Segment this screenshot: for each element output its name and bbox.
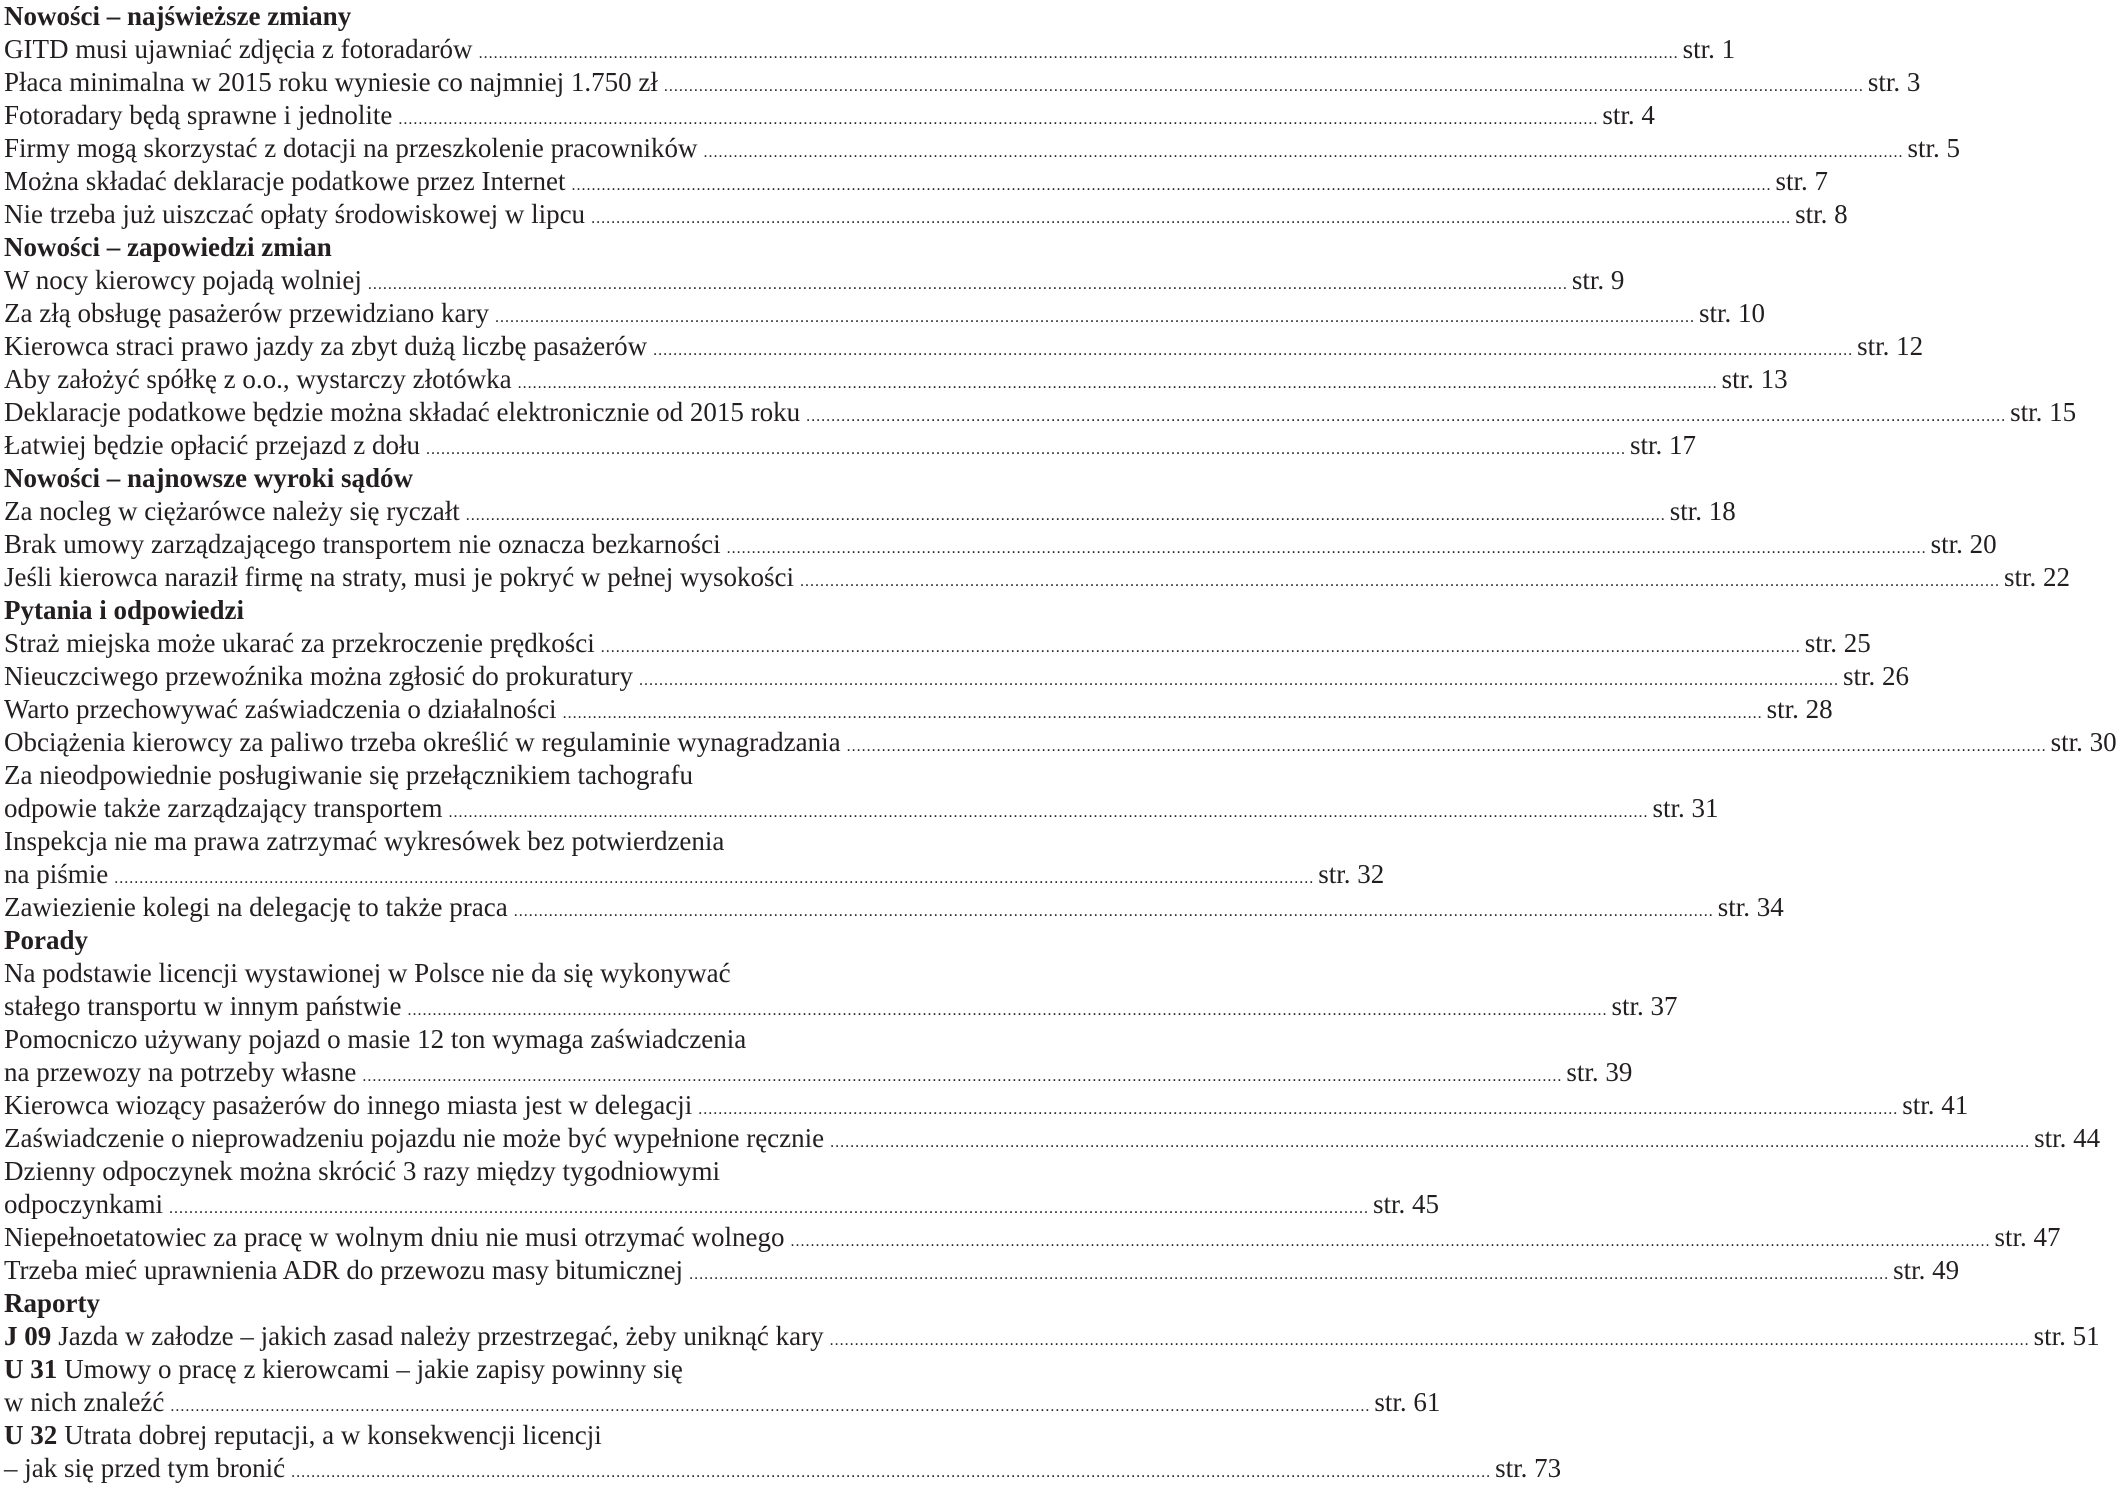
dot-leader [698, 1093, 1898, 1126]
page-number: str. 5 [1907, 133, 1961, 163]
dot-leader [800, 565, 2000, 598]
toc-entry-title [4, 1122, 824, 1155]
toc-entry [4, 33, 1736, 66]
toc-entry-title [4, 165, 565, 198]
section-heading: Nowości – najświeższe zmiany [4, 1, 352, 31]
page-number: str. 22 [2004, 562, 2071, 592]
toc-entry [4, 66, 1921, 99]
toc-entry-first-line [4, 1419, 956, 1452]
toc-entry-title-start: Inspekcja nie ma prawa zatrzymać wykresówek bez potwierdzenia [4, 826, 725, 856]
toc-entry-title-start: Utrata dobrej reputacji, a w konsekwencji licencji [64, 1420, 602, 1450]
dot-leader [479, 37, 1679, 70]
toc-entry [4, 495, 1736, 528]
toc-entry-title-text: Zawiezienie kolegi na delegację to także praca [4, 892, 508, 922]
toc-entry-title [4, 1089, 692, 1122]
page-number: str. 61 [1374, 1387, 1441, 1417]
toc-entry-title-text: Nie trzeba już uiszczać opłaty środowiskowej w lipcu [4, 199, 586, 229]
toc-entry [4, 1089, 1969, 1122]
toc-entry-title [4, 1188, 163, 1221]
toc-entry-title [4, 363, 512, 396]
toc-entry [4, 1221, 2061, 1254]
toc-entry [4, 165, 1828, 198]
page-number: str. 51 [2033, 1321, 2100, 1351]
page-number: str. 28 [1766, 694, 1833, 724]
toc-entry [4, 330, 1924, 363]
dot-leader [806, 400, 2006, 433]
toc-entry-title-text: Niepełnoetatowiec za pracę w wolnym dniu nie musi otrzymać wolnego [4, 1222, 785, 1252]
page-number: str. 9 [1571, 265, 1625, 295]
toc-entry-title-text: Firmy mogą skorzystać z dotacji na przeszkolenie pracowników [4, 133, 698, 163]
toc-entry-title [4, 330, 647, 363]
toc-entry [4, 198, 1848, 231]
toc-entry-first-line [4, 825, 956, 858]
dot-leader [601, 631, 1801, 664]
page-number: str. 3 [1867, 67, 1921, 97]
toc-entry-title-text: Fotoradary będą sprawne i jednolite [4, 100, 393, 130]
page-number: str. 18 [1669, 496, 1736, 526]
toc-entry-title-start: Za nieodpowiednie posługiwanie się przełącznikiem tachografu [4, 760, 693, 790]
toc-entry-title-start: Na podstawie licencji wystawionej w Polsce nie da się wykonywać [4, 958, 731, 988]
toc-entry-title [4, 990, 401, 1023]
page-number: str. 20 [1930, 529, 1997, 559]
toc-entry-title-text: Kierowca straci prawo jazdy za zbyt dużą liczbę pasażerów [4, 331, 648, 361]
toc-entry [4, 132, 1961, 165]
toc-entry-title-text: Jazda w załodze – jakich zasad należy przestrzegać, żeby uniknąć kary [58, 1321, 824, 1351]
toc-entry-title [4, 561, 794, 594]
toc-entry [4, 1188, 1439, 1221]
toc-entry-title [4, 891, 508, 924]
page-number: str. 1 [1682, 34, 1736, 64]
page-number: str. 73 [1495, 1453, 1562, 1483]
toc-entry-title [4, 1452, 285, 1485]
toc-entry-title-text: Za nocleg w ciężarówce należy się ryczałt [4, 496, 460, 526]
toc-entry-title-text: stałego transportu w innym państwie [4, 991, 402, 1021]
toc-entry [4, 1122, 2101, 1155]
toc-entry-title [4, 858, 108, 891]
toc-entry-title-text: Łatwiej będzie opłacić przejazd z dołu [4, 430, 421, 460]
dot-leader [291, 1456, 1491, 1489]
dot-leader [571, 169, 1771, 202]
toc-entry-first-line [4, 1023, 956, 1056]
toc-entry-title [4, 198, 585, 231]
toc-entry [4, 99, 1655, 132]
toc-entry-title [4, 297, 489, 330]
toc-entry [4, 1254, 1960, 1287]
toc-entry-first-line [4, 1155, 956, 1188]
toc-entry-title [4, 1320, 824, 1353]
dot-leader [495, 301, 1695, 334]
dot-leader [847, 730, 2047, 763]
toc-entry-title-text: na piśmie [4, 859, 109, 889]
toc-entry-title [4, 495, 460, 528]
toc-entry-title-text: Aby założyć spółkę z o.o., wystarczy złotówka [4, 364, 512, 394]
page-number: str. 12 [1857, 331, 1924, 361]
toc-entry-title-text: odpoczynkami [4, 1189, 163, 1219]
report-code: U 32 [4, 1420, 58, 1450]
dot-leader [689, 1258, 1889, 1291]
page-number: str. 30 [2050, 727, 2117, 757]
report-code: J 09 [4, 1321, 52, 1351]
toc-entry-title [4, 1254, 683, 1287]
toc-entry [4, 792, 1719, 825]
toc-entry-title-text: W nocy kierowcy pojadą wolniej [4, 265, 362, 295]
toc-entry [4, 396, 2077, 429]
toc-entry-title-text: w nich znaleźć [4, 1387, 165, 1417]
dot-leader [791, 1225, 1991, 1258]
page-number: str. 7 [1775, 166, 1828, 196]
toc-entry-first-line [4, 759, 956, 792]
toc-entry-title-start: Dzienny odpoczynek można skrócić 3 razy między tygodniowymi [4, 1156, 721, 1186]
page-number: str. 41 [1902, 1090, 1969, 1120]
toc-entry-title [4, 396, 800, 429]
toc-entry-title [4, 429, 420, 462]
toc-entry-title-text: Za złą obsługę pasażerów przewidziano kary [4, 298, 490, 328]
toc-entry-title-text: Obciążenia kierowcy za paliwo trzeba określić w regulaminie wynagradzania [4, 727, 841, 757]
section-heading: Porady [4, 925, 88, 955]
toc-entry-title [4, 1386, 164, 1419]
toc-entry-title [4, 792, 443, 825]
toc-entry-title [4, 1056, 356, 1089]
toc-entry [4, 990, 1678, 1023]
toc-entry [4, 561, 2071, 594]
page-number: str. 34 [1717, 892, 1784, 922]
toc-entry-title [4, 33, 473, 66]
toc-entry-title-text: Warto przechowywać zaświadczenia o działalności [4, 694, 557, 724]
page-number: str. 45 [1372, 1189, 1439, 1219]
page-number: str. 47 [1994, 1222, 2061, 1252]
toc-entry-title-text: Jeśli kierowca naraził firmę na straty, musi je pokryć w pełnej wysokości [4, 562, 795, 592]
toc-entry-title-start: Umowy o pracę z kierowcami – jakie zapisy powinny się [64, 1354, 683, 1384]
toc-entry-title-text: Straż miejska może ukarać za przekroczenie prędkości [4, 628, 595, 658]
toc-entry-title-text: Kierowca wiozący pasażerów do innego miasta jest w delegacji [4, 1090, 693, 1120]
toc-entry-title-text: Deklaracje podatkowe będzie można składać elektronicznie od 2015 roku [4, 397, 801, 427]
toc-entry-title [4, 264, 362, 297]
page-number: str. 26 [1843, 661, 1910, 691]
dot-leader [830, 1126, 2030, 1159]
toc-entry [4, 1320, 2100, 1353]
page-number: str. 8 [1795, 199, 1848, 229]
dot-leader [368, 268, 1568, 301]
toc-entry [4, 693, 1833, 726]
toc-entry [4, 891, 1784, 924]
page-number: str. 4 [1602, 100, 1655, 130]
page-number: str. 10 [1699, 298, 1766, 328]
page-number: str. 15 [2010, 397, 2077, 427]
toc-entry [4, 726, 2117, 759]
toc-entry [4, 363, 1788, 396]
page-number: str. 44 [2034, 1123, 2101, 1153]
toc-entry-first-line [4, 957, 956, 990]
toc-entry [4, 429, 1697, 462]
dot-leader [653, 334, 1853, 367]
toc-entry-title [4, 132, 698, 165]
page-number: str. 39 [1566, 1057, 1633, 1087]
dot-leader [514, 895, 1714, 928]
toc-entry-first-line [4, 1353, 956, 1386]
dot-leader [727, 532, 1927, 565]
toc-entry-title-text: – jak się przed tym bronić [4, 1453, 286, 1483]
dot-leader [704, 136, 1904, 169]
toc-entry [4, 264, 1625, 297]
toc-entry [4, 1056, 1633, 1089]
toc-entry-title-text: GITD musi ujawniać zdjęcia z fotoradarów [4, 34, 473, 64]
toc-entry [4, 528, 1997, 561]
toc-entry [4, 1386, 1441, 1419]
dot-leader [830, 1324, 2030, 1357]
toc-entry-title-text: Zaświadczenie o nieprowadzeniu pojazdu nie może być wypełnione ręcznie [4, 1123, 825, 1153]
toc-entry-title-text: Nieuczciwego przewoźnika można zgłosić do prokuratury [4, 661, 634, 691]
toc-entry [4, 660, 1910, 693]
toc-entry-title [4, 1221, 785, 1254]
page-number: str. 31 [1652, 793, 1719, 823]
toc-entry-title [4, 693, 557, 726]
dot-leader [591, 202, 1791, 235]
toc-entry-title-text: Można składać deklaracje podatkowe przez Internet [4, 166, 566, 196]
toc-entry-title [4, 726, 841, 759]
toc-entry-title-text: Trzeba mieć uprawnienia ADR do przewozu masy bitumicznej [4, 1255, 684, 1285]
section-heading: Nowości – najnowsze wyroki sądów [4, 463, 414, 493]
section-heading: Nowości – zapowiedzi zmian [4, 232, 332, 262]
section-heading: Raporty [4, 1288, 100, 1318]
page-number: str. 17 [1630, 430, 1697, 460]
dot-leader [664, 70, 1864, 103]
toc-entry-title-start: Pomocniczo używany pojazd o masie 12 ton wymaga zaświadczenia [4, 1024, 747, 1054]
toc-entry [4, 1452, 1562, 1485]
toc-entry-title [4, 627, 595, 660]
page-number: str. 32 [1318, 859, 1385, 889]
toc-entry-title [4, 66, 658, 99]
toc-entry-title-text: odpowie także zarządzający transportem [4, 793, 443, 823]
report-code: U 31 [4, 1354, 58, 1384]
section-heading: Pytania i odpowiedzi [4, 595, 245, 625]
toc-entry-title-text: Płaca minimalna w 2015 roku wyniesie co najmniej 1.750 zł [4, 67, 658, 97]
toc-entry [4, 858, 1385, 891]
page-number: str. 13 [1721, 364, 1788, 394]
toc-entry [4, 627, 1871, 660]
toc-entry-title-text: na przewozy na potrzeby własne [4, 1057, 357, 1087]
dot-leader [426, 433, 1626, 466]
page-number: str. 25 [1804, 628, 1871, 658]
toc-entry-title-text: Brak umowy zarządzającego transportem nie oznacza bezkarności [4, 529, 721, 559]
toc-entry-title [4, 660, 633, 693]
page-number: str. 37 [1611, 991, 1678, 1021]
toc-entry-title [4, 99, 392, 132]
toc-entry [4, 297, 1766, 330]
toc-entry-title [4, 528, 721, 561]
dot-leader [639, 664, 1839, 697]
page-number: str. 49 [1893, 1255, 1960, 1285]
